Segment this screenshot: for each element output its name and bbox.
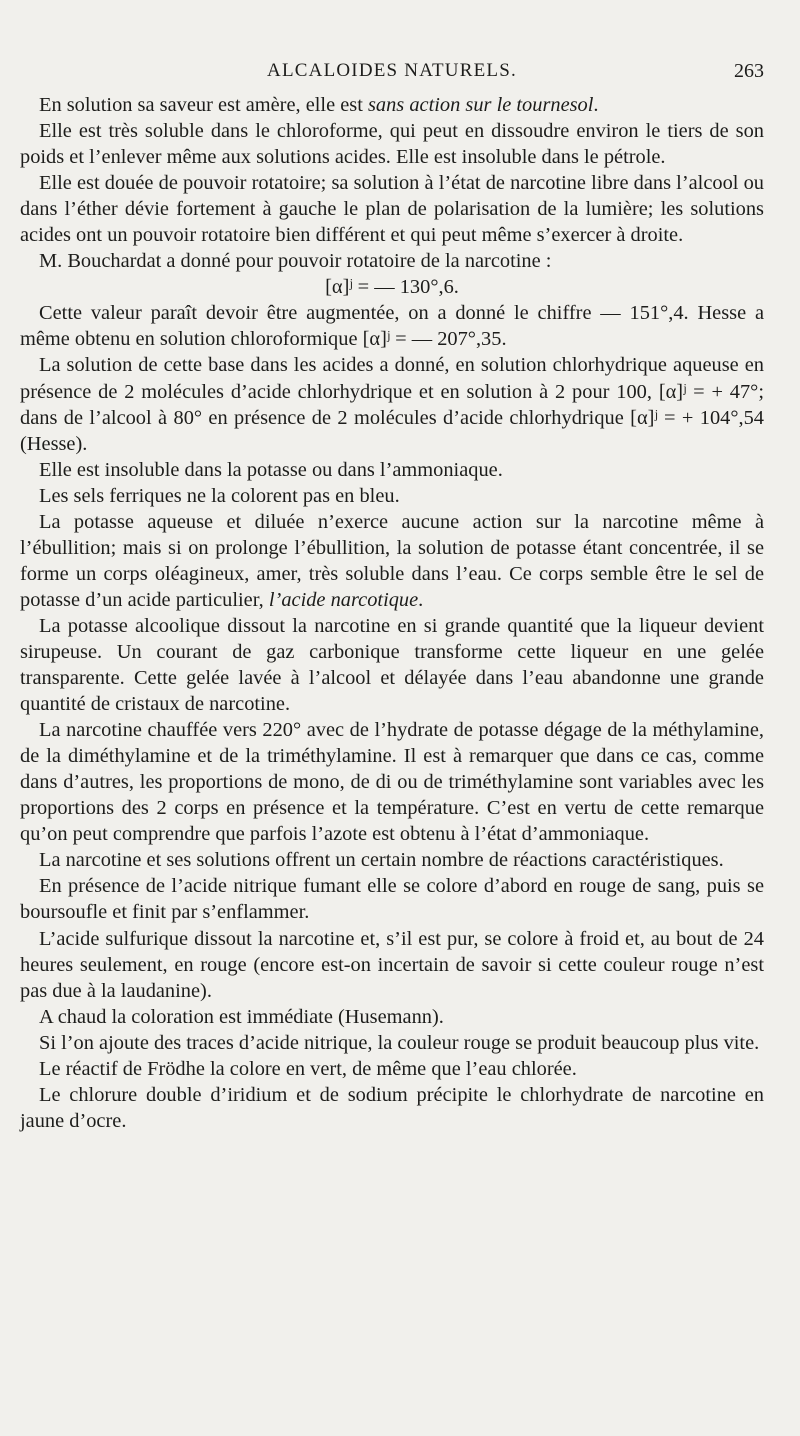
paragraph: Les sels ferriques ne la colorent pas en bleu. [39,484,400,507]
paragraph: La narcotine et ses solutions offrent un certain nombre de réactions caractéristiques. [39,849,724,872]
paragraph: Le réactif de Frödhe la colore en vert, de même que l’eau chlorée. [39,1057,577,1080]
paragraph: Cette valeur paraît devoir être augmentée, on a donné le chiffre — 151°,4. Hesse a même obtenu en solution chloroformique [α]ʲ = — 207°,35. [20,302,764,351]
paragraph: En présence de l’acide nitrique fumant elle se colore d’abord en rouge de sang, puis se boursoufle et finit par s’enflammer. [20,875,764,924]
italic-phrase: sans action sur le tournesol [367,94,594,116]
paragraph: Le chlorure double d’iridium et de sodium précipite le chlorhydrate de narcotine en jaune d’ocre. [20,1083,764,1132]
paragraph: La narcotine chauffée vers 220° avec de l’hydrate de potasse dégage de la méthylamine, de la diméthylamine et de la triméthylamine. Il est à remarquer que dans ce cas, comme dans d’autres, les proportions de mono, de di ou de triméthylamine sont variables avec les proportions des 2 corps en présence et la température. C’est en vertu de cette remarque qu’on peut comprendre que parfois l’azote est obtenu à l’état d’ammoniaque. [20,719,764,846]
page-number: 263 [734,60,764,82]
paragraph: Elle est insoluble dans la potasse ou dans l’ammoniaque. [39,458,503,481]
paragraph: La potasse aqueuse et diluée n’exerce aucune action sur la narcotine même à l’ébullition; mais si on prolonge l’ébullition, la solution de potasse étant concentrée, il se forme un corps oléagineux, amer, très soluble dans l’eau. Ce corps semble être le sel de potasse d’un acide particulier, l’acide narcotique. [20,510,764,611]
formula-rotatory-power: [α]ʲ = — 130°,6. [325,276,459,299]
paragraph: Si l’on ajoute des traces d’acide nitrique, la couleur rouge se produit beaucoup plus vite. [39,1031,760,1054]
page-header [20,60,764,86]
paragraph: M. Bouchardat a donné pour pouvoir rotatoire de la narcotine : [39,250,552,273]
paragraph: L’acide sulfurique dissout la narcotine et, s’il est pur, se colore à froid et, au bout de 24 heures seulement, en rouge (encore est-on incertain de savoir si cette couleur rouge n’est pas due à la laudanine). [20,927,764,1002]
paragraph: Elle est très soluble dans le chloroforme, qui peut en dissoudre environ le tiers de son poids et l’enlever même aux solutions acides. Elle est insoluble dans le pétrole. [20,120,764,169]
italic-phrase: l’acide narcotique [268,588,419,611]
running-title: ALCALOIDES NATURELS. [267,60,517,81]
paragraph: La solution de cette base dans les acides a donné, en solution chlorhydrique aqueuse en présence de 2 molécules d’acide chlorhydrique et en solution à 2 pour 100, [α]ʲ = + 47°; dans de l’alcool à 80° en présence de 2 molécules d’acide chlorhydrique [α]ʲ = + 104°,54 (Hesse). [20,354,764,455]
paragraph: Elle est douée de pouvoir rotatoire; sa solution à l’état de narcotine libre dans l’alcool ou dans l’éther dévie fortement à gauche le plan de polarisation de la lumière; les solutions acides ont un pouvoir rotatoire bien différent et qui peut même s’exercer à droite. [20,172,764,247]
paragraph: A chaud la coloration est immédiate (Husemann). [39,1005,444,1028]
paragraph: La potasse alcoolique dissout la narcotine en si grande quantité que la liqueur devient sirupeuse. Un courant de gaz carbonique transforme cette liqueur en une gelée transparente. Cette gelée lavée à l’alcool et délayée dans l’eau abandonne une grande quantité de cristaux de narcotine. [20,614,764,716]
paragraph: En solution sa saveur est amère, elle est sans action sur le tournesol. [39,94,599,116]
body-text [20,92,764,1134]
